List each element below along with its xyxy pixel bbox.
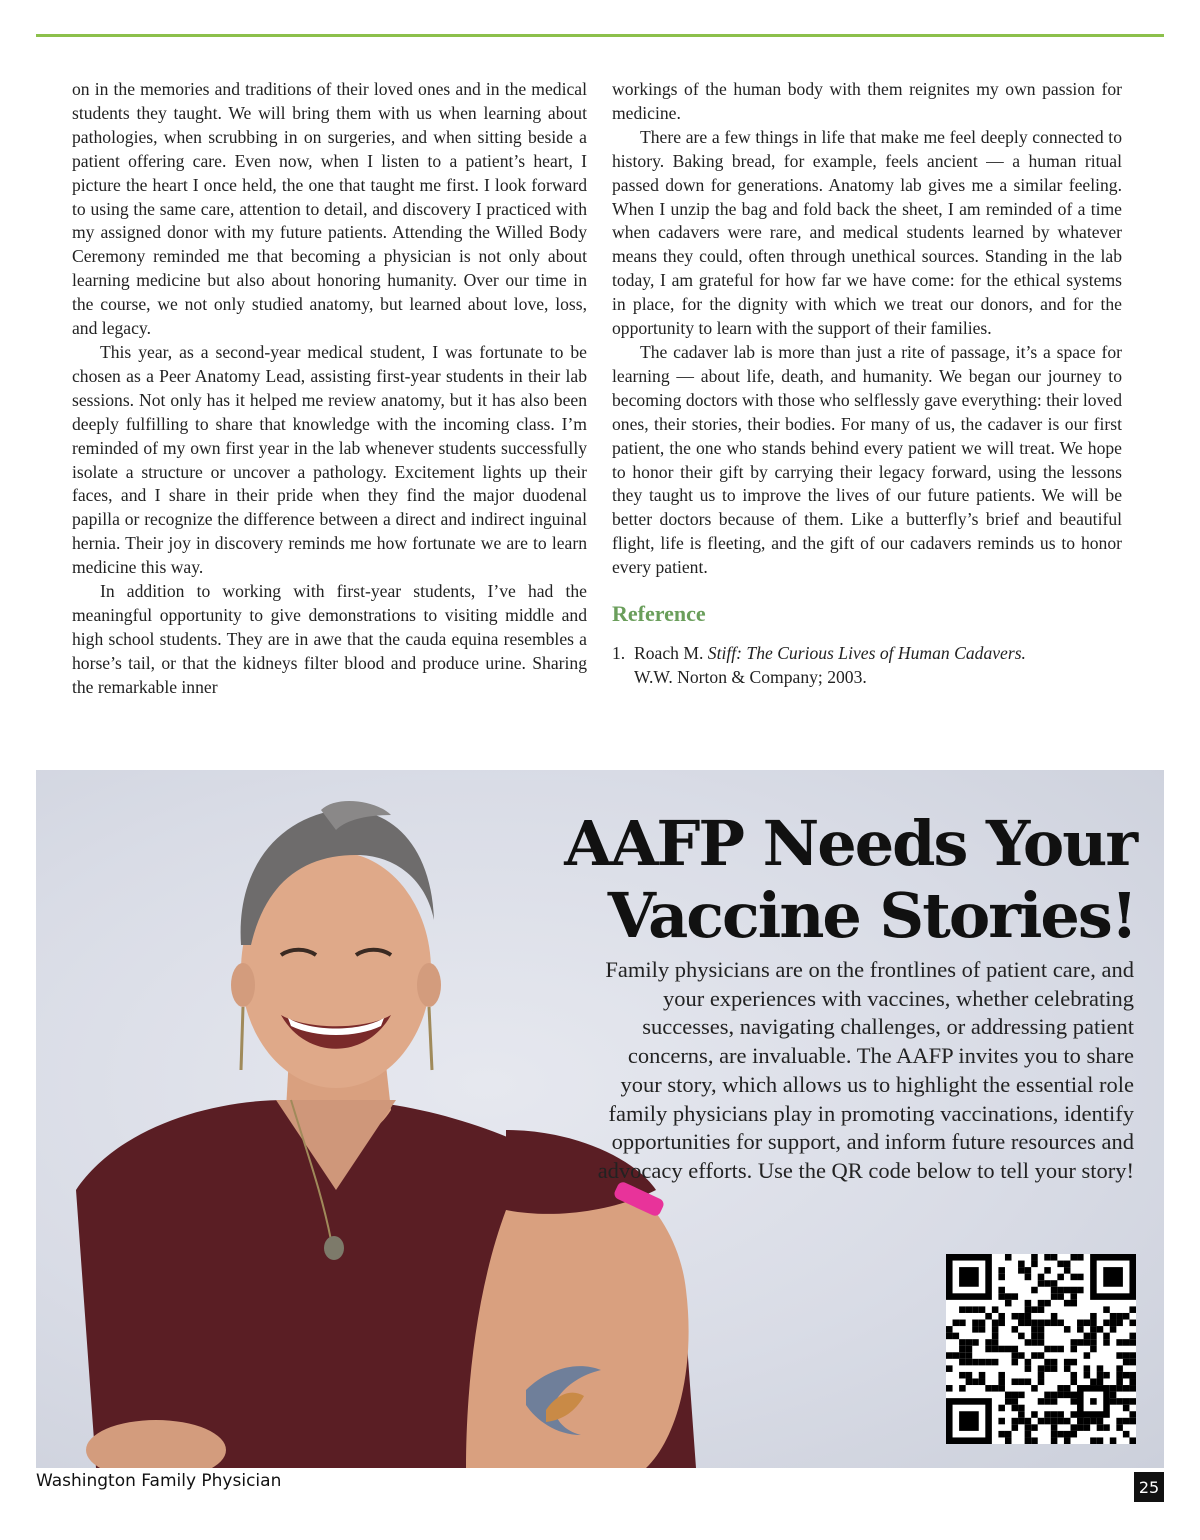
publication-name: Washington Family Physician <box>36 1471 282 1491</box>
paragraph: This year, as a second-year medical student, I was fortunate to be chosen as a Peer Anatomy Lead, assisting first-year students in their lab sessions. Not only has it helped me review anatomy, but it has also been deeply fulfilling to share that knowledge with the incoming class. I’m reminded of my own first year in the lab whenever students successfully isolate a structure or uncover a pathology. Excitement lights up their faces, and I share in their pride when they find the major duodenal papilla or recognize the difference between a direct and indirect inguinal hernia. Their joy in discovery reminds me how fortunate we are to learn medicine this way. <box>72 341 587 578</box>
promo-title-line2: Vaccine Stories! <box>607 879 1136 952</box>
reference-number: 1. <box>612 643 626 664</box>
reference-author: Roach M. <box>634 643 704 664</box>
paragraph: In addition to working with first-year students, I’ve had the meaningful opportunity to give demonstrations to visiting middle and high school students. They are in awe that the cauda equina resembles a horse’s tail, or that the kidneys filter blood and produce urine. Sharing the remarkable inner <box>72 581 587 697</box>
paragraph: There are a few things in life that make me feel deeply connected to history. Baking bread, for example, feels ancient — a human ritual passed down for generations. Anatomy lab gives me a similar feeling. When I unzip the bag and fold back the sheet, I am reminded of a time when cadavers were rare, and medical students learned by whatever means they could, often through unethical sources. Standing in the lab today, I am grateful for how far we have come: for the ethical systems in place, for the dignity with which we treat our donors, and for the opportunity to learn with the support of their families. <box>612 126 1122 339</box>
reference-heading: Reference <box>612 601 706 627</box>
paragraph: on in the memories and traditions of their loved ones and in the medical students they taught. We will bring them with us when learning about pathologies, when scrubbing in on surgeries, and when sitting beside a patient offering care. Even now, when I listen to a patient’s heart, I picture the heart I once held, the one that taught me first. I look forward to using the same care, attention to detail, and discovery I practiced with my assigned donor with my future patients. Attending the Willed Body Ceremony reminded me that becoming a physician is not only about learning medicine but also about honoring humanity. Over our time in the course, we not only studied anatomy, but learned about love, loss, and legacy. <box>72 79 587 339</box>
promo-body: Family physicians are on the frontlines of patient care, and your experiences with vaccines, whether celebrating successes, navigating challenges, or addressing patient concerns, are invaluable. The AAFP invites you to share your story, which allows us to highlight the essential role family physicians play in promoting vaccinations, identify opportunities for support, and inform future resources and advocacy efforts. Use the QR code below to tell your story! <box>597 957 1134 1183</box>
qr-code-graphic <box>946 1254 1136 1444</box>
page-number: 25 <box>1134 1472 1164 1502</box>
promo-title <box>496 808 1136 952</box>
article-right-column <box>612 78 1122 690</box>
reference-title: Stiff: The Curious Lives of Human Cadavers. <box>707 643 1026 664</box>
reference-item <box>612 642 1122 690</box>
article-left-column <box>72 78 587 700</box>
reference-text <box>634 642 1122 690</box>
top-rule <box>36 34 1164 37</box>
paragraph: The cadaver lab is more than just a rite of passage, it’s a space for learning — about life, death, and humanity. We began our journey to becoming doctors with those who selflessly gave everything: their loved ones, their stories, their bodies. For many of us, the cadaver is our first patient, the one who stands behind every patient we will treat. We hope to honor their gift by carrying their legacy forward, using the lessons they taught us to improve the lives of our future patients. We will be better doctors because of them. Like a butterfly’s brief and beautiful flight, life is fleeting, and the gift of our cadavers reminds us to honor every patient. <box>612 341 1122 578</box>
vaccine-promo-banner <box>36 770 1164 1468</box>
paragraph: workings of the human body with them reignites my own passion for medicine. <box>612 79 1122 123</box>
promo-title-line1: AAFP Needs Your <box>564 807 1136 880</box>
reference-publisher: W.W. Norton & Company; 2003. <box>634 666 867 687</box>
qr-code[interactable] <box>946 1254 1136 1444</box>
